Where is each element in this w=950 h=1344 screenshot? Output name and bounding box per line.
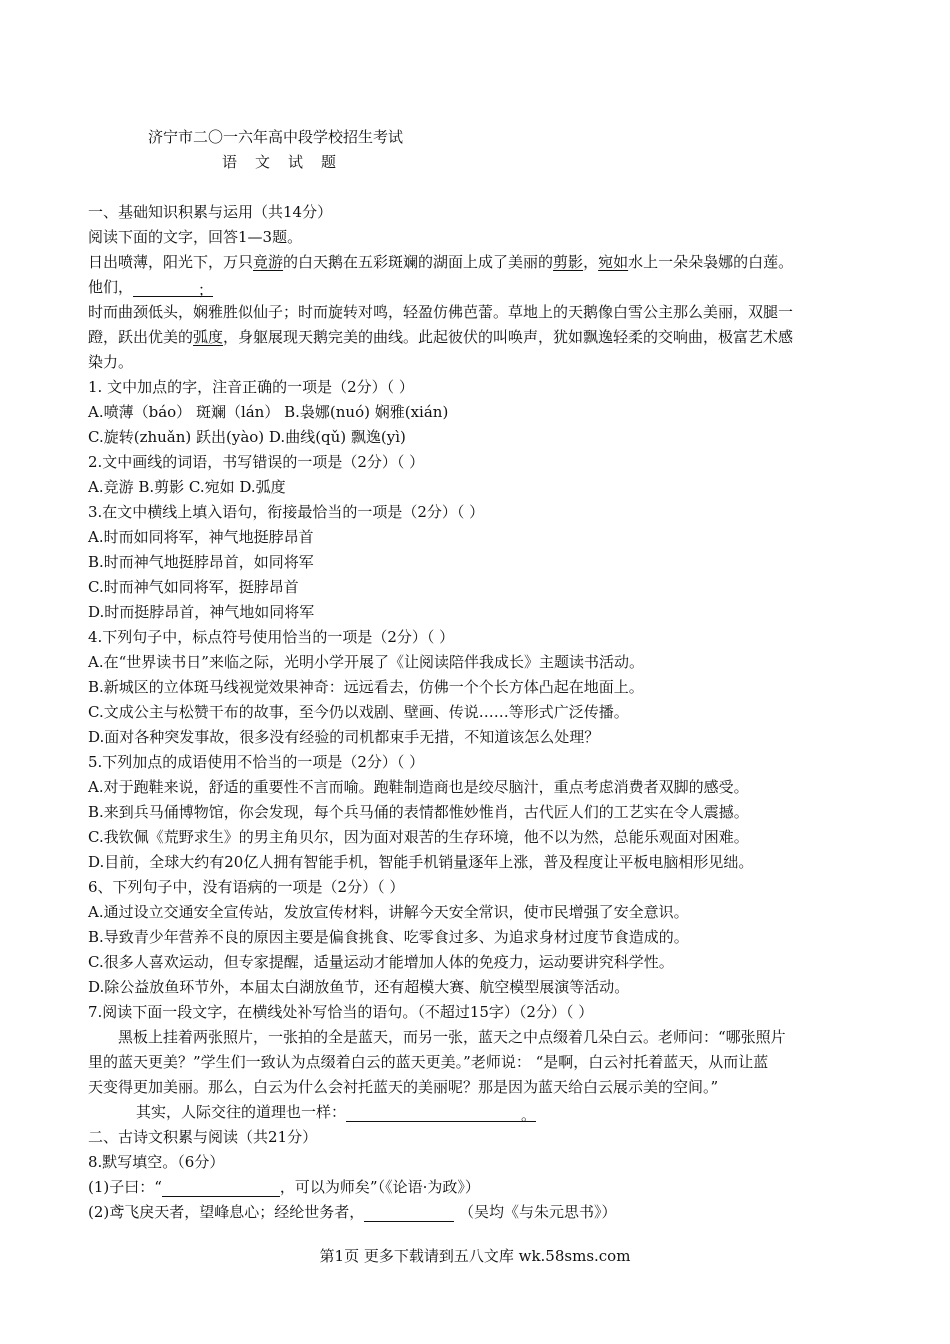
q1-options-ab: A.喷薄（báo） 斑斓（lán） B.袅娜(nuó) 娴雅(xián)	[88, 403, 449, 421]
passage-line-4: 蹬，跃出优美的弧度，身躯展现天鹅完美的曲线。此起彼伏的叫唤声，犹如飘逸轻柔的交响曲，极富艺术感	[88, 328, 794, 346]
q6-option-d: D.除公益放鱼环节外，本届太白湖放鱼节，还有超模大赛、航空模型展演等活动。	[88, 978, 630, 996]
q2-options: A.竞游 B.剪影 C.宛如 D.弧度	[88, 478, 286, 496]
q8-blank-2[interactable]	[364, 1205, 454, 1222]
q1-options-cd: C.旋转(zhuǎn) 跃出(yào) D.曲线(qǔ) 飘逸(yì)	[88, 428, 406, 446]
section1-heading: 一、基础知识积累与运用（共14分）	[88, 203, 333, 221]
q8-item-2: (2)鸢飞戾天者，望峰息心；经纶世务者， （吴均《与朱元思书》）	[88, 1203, 617, 1221]
page-footer: 第1页 更多下载请到五八文库 wk.58sms.com	[319, 1247, 631, 1265]
q7-answer-blank[interactable]: 。	[346, 1105, 536, 1122]
q4-stem: 4.下列句子中，标点符号使用恰当的一项是（2分）（ ）	[88, 628, 455, 646]
section2-heading: 二、古诗文积累与阅读（共21分）	[88, 1128, 318, 1146]
q3-option-d: D.时而挺脖昂首，神气地如同将军	[88, 603, 315, 621]
q4-option-b: B.新城区的立体斑马线视觉效果神奇：远远看去，仿佛一个个长方体凸起在地面上。	[88, 678, 644, 696]
q6-stem: 6、下列句子中，没有语病的一项是（2分）（ ）	[88, 878, 405, 896]
passage-blank: ；	[133, 280, 213, 297]
q6-option-b: B.导致青少年营养不良的原因主要是偏食挑食、吃零食过多、为追求身材过度节食造成的。	[88, 928, 689, 946]
passage-line-1: 日出喷薄，阳光下，万只竟游的白天鹅在五彩斑斓的湖面上成了美丽的剪影，宛如水上一朵朵袅娜的白莲。	[88, 253, 794, 271]
q6-option-a: A.通过设立交通安全宣传站，发放宣传材料，讲解今天安全常识，使市民增强了安全意识。	[88, 903, 689, 921]
exam-subtitle: 语文试题	[222, 153, 355, 171]
reading-intro: 阅读下面的文字，回答1—3题。	[88, 228, 303, 246]
underlined-jingyou: 竟游	[253, 253, 284, 271]
q5-option-d: D.目前，全球大约有20亿人拥有智能手机，智能手机销量逐年上涨，普及程度让平板电脑相形见绌。	[88, 853, 754, 871]
q1-stem: 1. 文中加点的字，注音正确的一项是（2分）（ ）	[88, 378, 414, 396]
q8-item-1: (1)子曰：“ ，可以为师矣”（《论语·为政》）	[88, 1178, 480, 1196]
passage-line-2: 他们， ；	[88, 278, 214, 299]
q5-option-c: C.我钦佩《荒野求生》的男主角贝尔，因为面对艰苦的生存环境，他不以为然，总能乐观面对困难。	[88, 828, 749, 846]
q7-answer-line: 其实，人际交往的道理也一样： 。	[136, 1103, 537, 1124]
q5-option-b: B.来到兵马俑博物馆，你会发现，每个兵马俑的表情都惟妙惟肖，古代匠人们的工艺实在令人震撼。	[88, 803, 749, 821]
q8-stem: 8.默写填空。（6分）	[88, 1153, 225, 1171]
q3-option-b: B.时而神气地挺脖昂首，如同将军	[88, 553, 314, 571]
underlined-jianying: 剪影	[553, 253, 584, 271]
q7-passage-line-3: 天变得更加美丽。那么，白云为什么会衬托蓝天的美丽呢？那是因为蓝天给白云展示美的空间。”	[88, 1078, 719, 1096]
underlined-wanru: 宛如	[598, 253, 629, 271]
q4-option-c: C.文成公主与松赞干布的故事，至今仍以戏剧、壁画、传说……等形式广泛传播。	[88, 703, 629, 721]
q3-option-a: A.时而如同将军，神气地挺脖昂首	[88, 528, 314, 546]
q5-stem: 5.下列加点的成语使用不恰当的一项是（2分）（ ）	[88, 753, 425, 771]
passage-line-5: 染力。	[88, 353, 134, 371]
q7-passage-line-1: 黑板上挂着两张照片，一张拍的全是蓝天，而另一张，蓝天之中点缀着几朵白云。老师问：“哪张照片	[118, 1028, 786, 1046]
exam-title: 济宁市二〇一六年高中段学校招生考试	[148, 128, 404, 146]
q2-stem: 2.文中画线的词语，书写错误的一项是（2分）（ ）	[88, 453, 425, 471]
q7-stem: 7.阅读下面一段文字，在横线处补写恰当的语句。（不超过15字）（2分）（ ）	[88, 1003, 594, 1021]
q5-option-a: A.对于跑鞋来说，舒适的重要性不言而喻。跑鞋制造商也是绞尽脑汁，重点考虑消费者双脚的感受。	[88, 778, 749, 796]
q3-stem: 3.在文中横线上填入语句，衔接最恰当的一项是（2分）（ ）	[88, 503, 485, 521]
q4-option-a: A.在“世界读书日”来临之际，光明小学开展了《让阅读陪伴我成长》主题读书活动。	[88, 653, 644, 671]
q8-blank-1[interactable]	[162, 1180, 280, 1197]
q6-option-c: C.很多人喜欢运动，但专家提醒，适量运动才能增加人体的免疫力，运动要讲究科学性。	[88, 953, 674, 971]
underlined-hudu: 弧度	[193, 328, 224, 346]
q4-option-d: D.面对各种突发事故，很多没有经验的司机都束手无措，不知道该怎么处理？	[88, 728, 600, 746]
q3-option-c: C.时而神气如同将军，挺脖昂首	[88, 578, 299, 596]
passage-line-3: 时而曲颈低头，娴雅胜似仙子；时而旋转对鸣，轻盈仿佛芭蕾。草地上的天鹅像白雪公主那么美丽，双腿一	[88, 303, 794, 321]
q7-passage-line-2: 里的蓝天更美？”学生们一致认为点缀着白云的蓝天更美。”老师说： “是啊，白云衬托着蓝天，从而让蓝	[88, 1053, 769, 1071]
